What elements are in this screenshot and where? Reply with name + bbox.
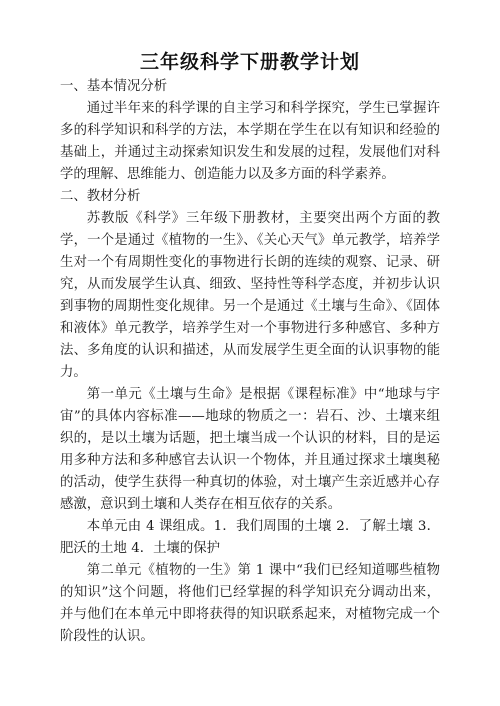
section-heading-situation: 一、基本情况分析	[60, 79, 168, 94]
document-body	[60, 76, 440, 648]
paragraph-unit-one-lessons: 本单元由 4 课组成。1．我们周围的土壤 2．了解土壤 3．肥沃的土地 4．土壤的保护	[60, 519, 440, 556]
section-heading-textbook: 二、教材分析	[60, 189, 141, 204]
paragraph-situation: 通过半年来的科学课的自主学习和科学探究，学生已掌握许多的科学知识和科学的方法，本学期在学生在以有知识和经验的基础上，并通过主动探索知识发生和发展的过程，发展他们对科学的理解、思维能力、创造能力以及多方面的科学素养。	[60, 101, 440, 182]
paragraph-textbook-overview: 苏教版《科学》三年级下册教材，主要突出两个方面的教学，一个是通过《植物的一生》、《关心天气》单元教学，培养学生对一个有周期性变化的事物进行长朗的连续的观察、记录、研究，从而发展学生认真、细致、坚持性等科学态度，并初步认识到事物的周期性变化规律。另一个是通过《土壤与生命》、《固体和液体》单元教学，培养学生对一个事物进行多种感官、多种方法、多角度的认识和描述，从而发展学生更全面的认识事物的能力。	[60, 211, 440, 380]
paragraph-unit-one: 第一单元《土壤与生命》是根据《课程标准》中“地球与宇宙”的具体内容标准——地球的物质之一：岩石、沙、土壤来组织的，是以土壤为话题，把土壤当成一个认识的材料，目的是运用多种方法和多种感官去认识一个物体，并且通过探求土壤奥秘的活动，使学生获得一种真切的体验，对土壤产生亲近感并心存感激，意识到土壤和人类存在相互依存的关系。	[60, 387, 440, 512]
paragraph-unit-two: 第二单元《植物的一生》第 1 课中“我们已经知道哪些植物的知识”这个问题，将他们已经掌握的科学知识充分调动出来，并与他们在本单元中即将获得的知识联系起来，对植物完成一个阶段性的认识。	[60, 563, 440, 644]
document-title: 三年级科学下册教学计划	[139, 51, 360, 73]
